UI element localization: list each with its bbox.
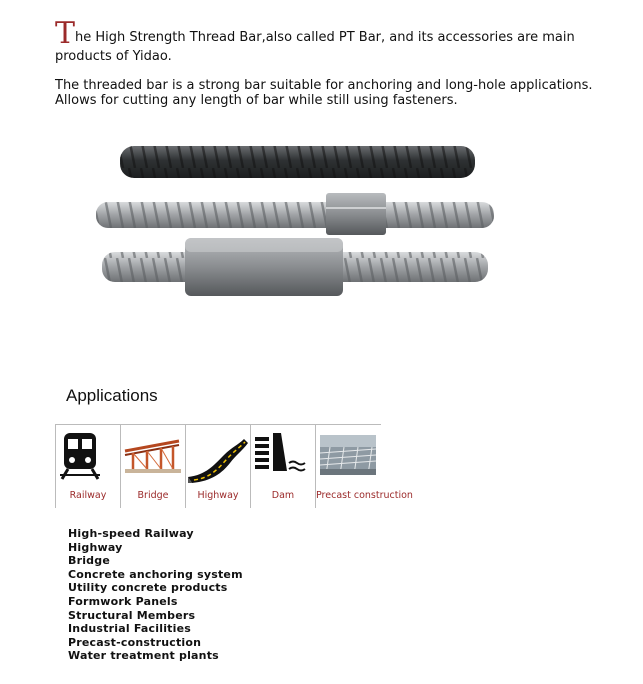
intro-text: he High Strength Thread Bar,also called PT Bar, and its accessories are main products of Yidao. <box>55 30 575 64</box>
tile-label-bridge: Bridge <box>137 490 169 501</box>
description-line-1: The threaded bar is a strong bar suitable for anchoring and long-hole applications. <box>55 78 593 93</box>
list-item: Bridge <box>68 554 110 568</box>
list-item: Highway <box>68 540 123 554</box>
list-item: Formwork Panels <box>68 594 178 608</box>
description-paragraph <box>55 78 635 108</box>
application-tile-dam <box>250 424 315 508</box>
applications-strip <box>55 424 413 508</box>
application-tile-bridge <box>120 424 185 508</box>
application-tile-highway <box>185 424 250 508</box>
list-item: High-speed Railway <box>68 527 194 540</box>
tile-label-railway: Railway <box>69 490 107 501</box>
application-tile-railway <box>55 424 120 508</box>
highway-icon <box>186 425 250 485</box>
description-line-2: Allows for cutting any length of bar while still using fasteners. <box>55 93 458 108</box>
bridge-icon <box>121 425 185 485</box>
precast-icon <box>316 425 380 485</box>
tile-label-dam: Dam <box>271 490 295 501</box>
tile-label-highway: Highway <box>197 490 239 501</box>
dark-thread-bar <box>120 146 475 178</box>
applications-title: Applications <box>66 386 158 405</box>
bar-with-nut <box>96 193 494 235</box>
list-item: Concrete anchoring system <box>68 567 243 581</box>
list-item: Utility concrete products <box>68 581 228 595</box>
list-item: Industrial Facilities <box>68 622 192 636</box>
intro-paragraph <box>55 16 635 66</box>
list-item: Structural Members <box>68 608 196 622</box>
tile-label-precast: Precast construction <box>316 490 413 501</box>
list-item: Precast-construction <box>68 635 202 649</box>
thread-bar-product-image <box>90 138 510 308</box>
train-icon <box>56 425 120 485</box>
application-tile-precast <box>315 424 413 508</box>
bar-with-coupler <box>102 238 488 296</box>
dam-icon <box>251 425 315 485</box>
drop-cap: T <box>55 16 76 51</box>
applications-list <box>68 527 243 663</box>
list-item: Water treatment plants <box>68 649 219 663</box>
